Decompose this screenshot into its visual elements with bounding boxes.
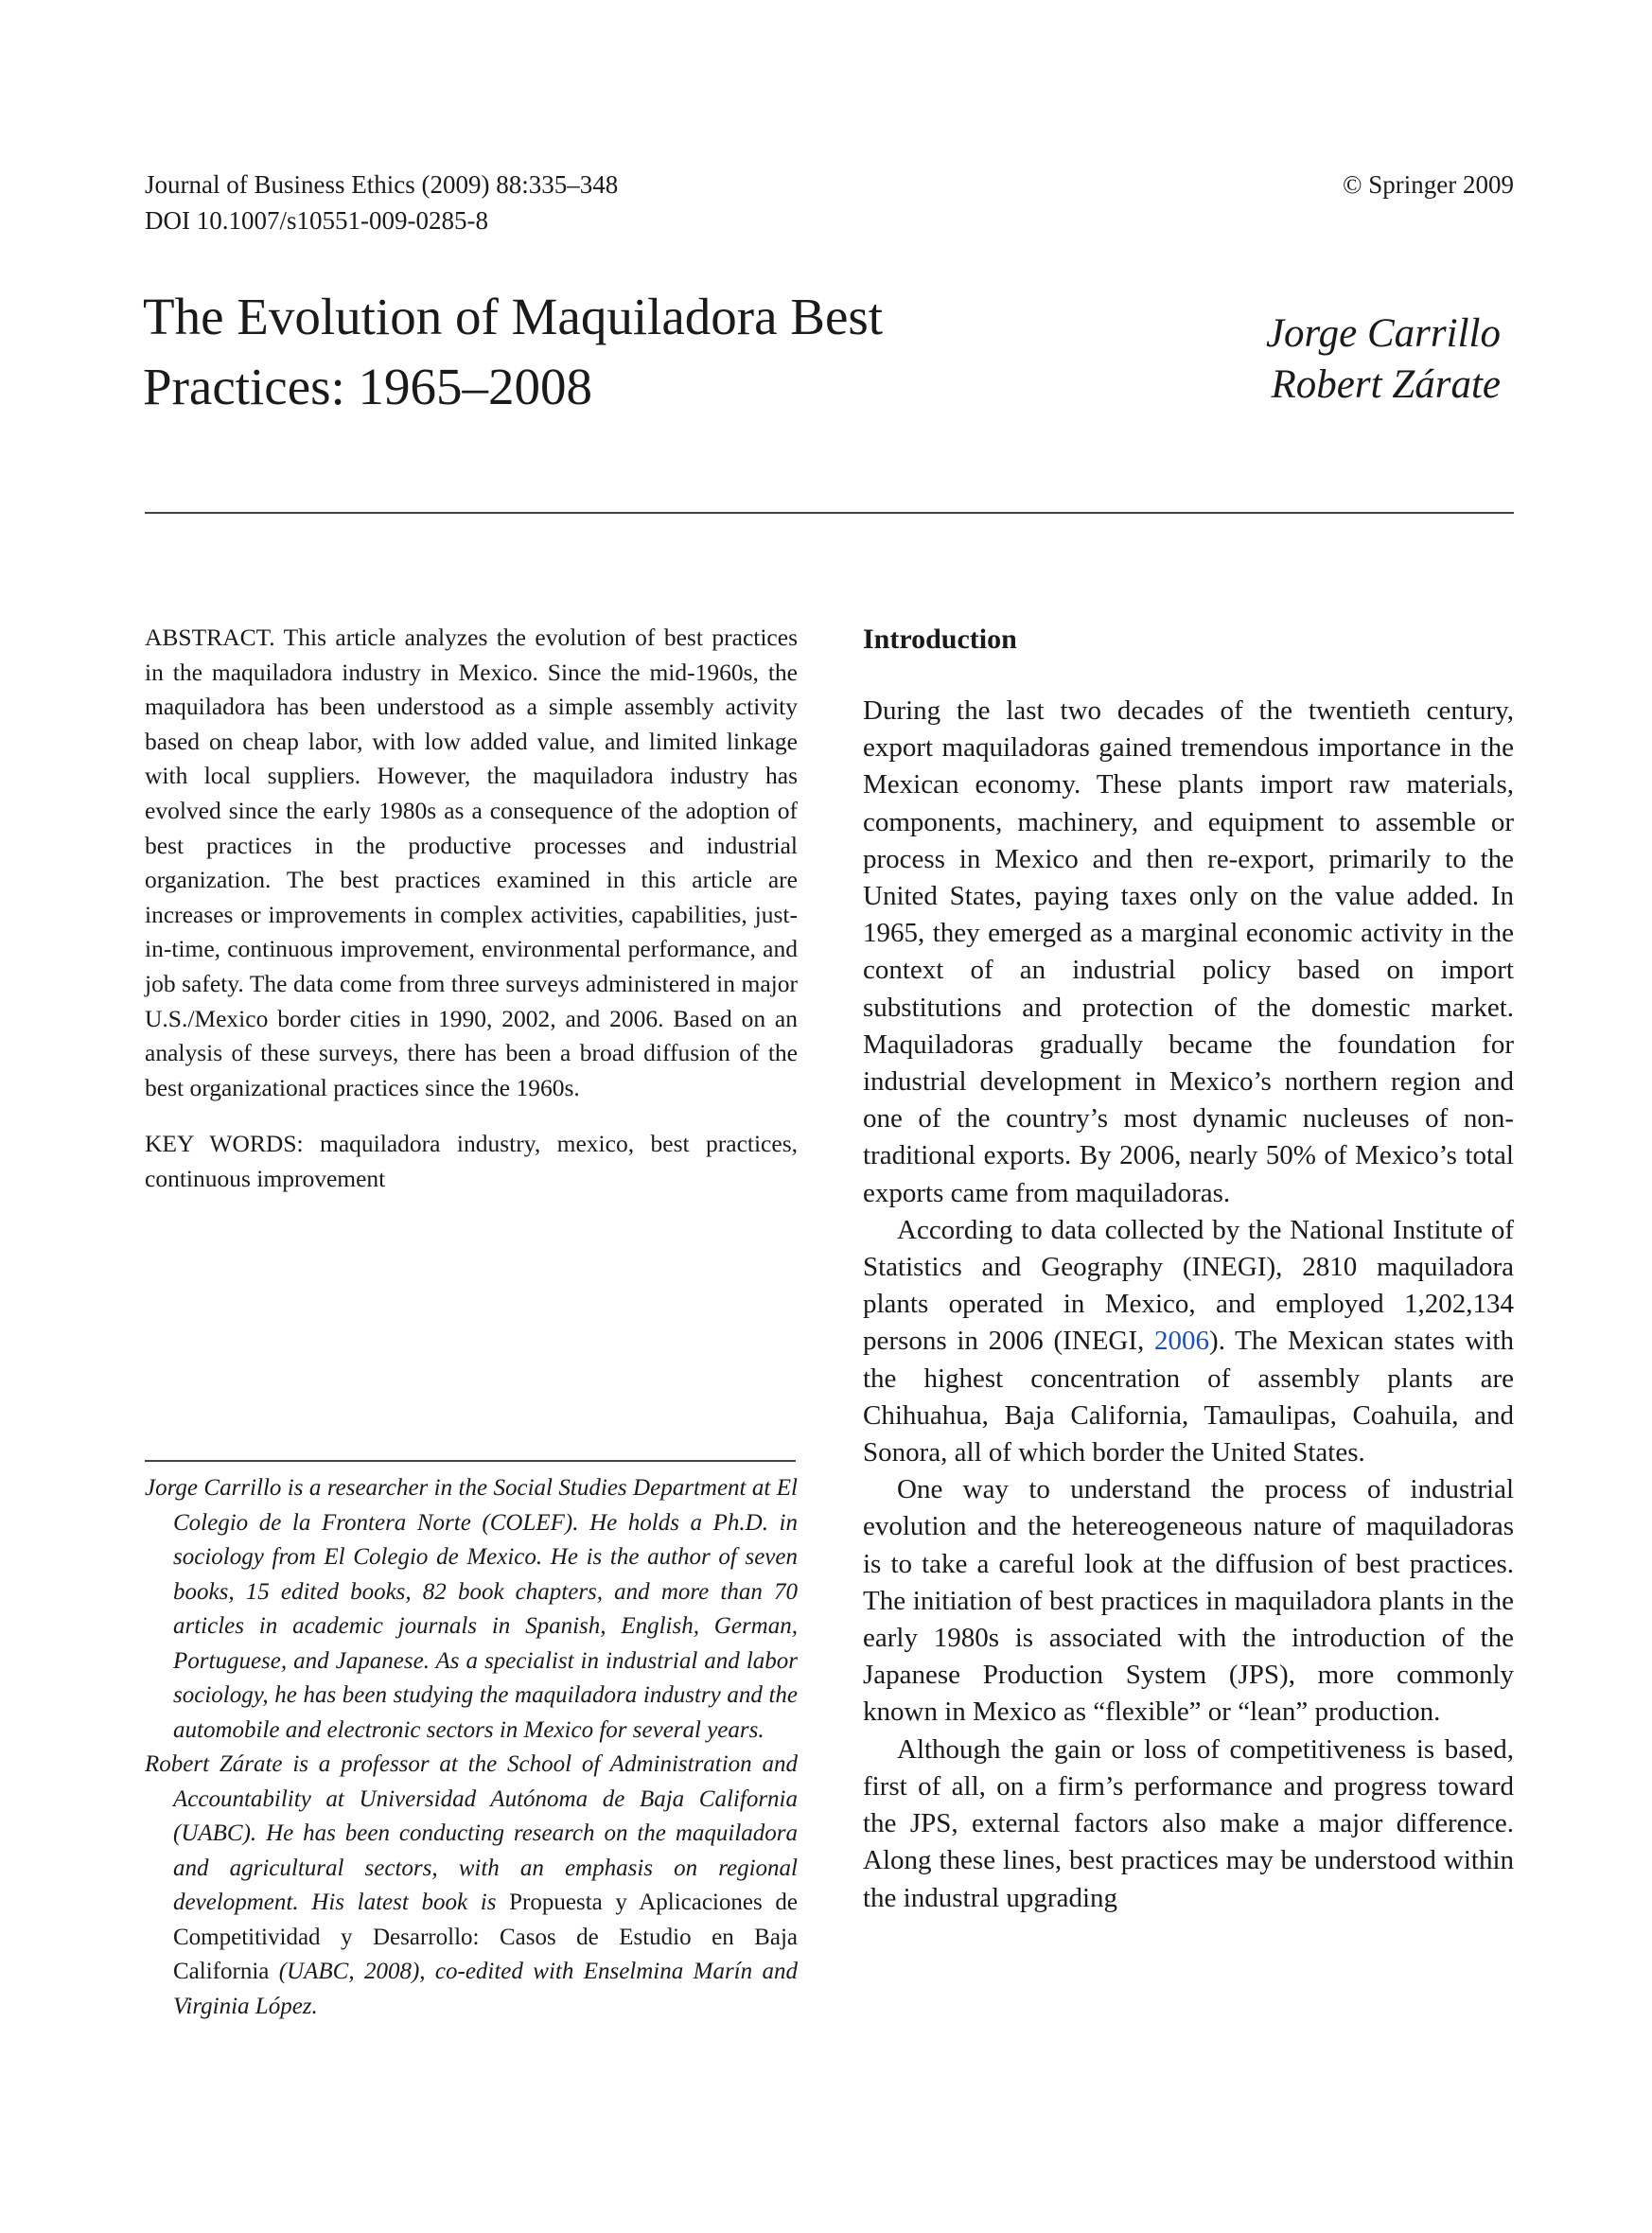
book-title: Propuesta y Aplicaciones de Competitividad y Desarrollo: Casos de Estudio en Baja California [173, 1890, 798, 1984]
citation-link[interactable]: 2006 [1154, 1326, 1210, 1357]
doi: DOI 10.1007/s10551-009-0285-8 [145, 206, 488, 235]
left-column [145, 621, 798, 1197]
section-heading: Introduction [863, 624, 1017, 655]
footnote-zarate [145, 1748, 798, 2024]
footnote-zarate-text-end: (UABC, 2008), co-edited with Enselmina Marín and Virginia López. [173, 1959, 798, 2019]
paragraph: One way to understand the process of industrial evolution and the hetereogeneous nature of maquiladoras is to take a careful look at the diffusion of best practices. The initiation of best practices in maquiladora plants in the early 1980s is associated with the introduction of the Japanese Production System (JPS), more commonly known in Mexico as “flexible” or “lean” production. [863, 1474, 1514, 1728]
journal-header [145, 167, 618, 238]
paragraph: During the last two decades of the twentieth century, export maquiladoras gained tremendous importance in the Mexican economy. These plants import raw materials, components, machinery, and equipment to assemble or process in Mexico and then re-export, primarily to the United States, paying taxes only on the value added. In 1965, they emerged as a marginal economic activity in the context of an industrial policy based on import substitutions and protection of the domestic market. Maquiladoras gradually became the foundation for industrial development in Mexico’s northern region and one of the country’s most dynamic nucleuses of non-traditional exports. By 2006, nearly 50% of Mexico’s total exports came from maquiladoras. [863, 695, 1514, 1208]
copyright-notice: © Springer 2009 [1343, 170, 1514, 199]
journal-citation: Journal of Business Ethics (2009) 88:335–348 [145, 170, 619, 199]
paragraph: Although the gain or loss of competitiveness is based, first of all, on a firm’s performance and progress toward the JPS, external factors also make a major difference. Along these lines, best practices may be understood within the industral upgrading [863, 1733, 1514, 1913]
paragraph-text: ). The Mexican states with the highest concentration of assembly plants are Chihuahua, Baja California, Tamaulipas, Coahuila, and Sonora, all of which border the United States. [863, 1326, 1514, 1468]
author-name: Robert Zárate [1271, 362, 1501, 407]
right-column [863, 621, 1514, 1917]
keywords: KEY WORDS: maquiladora industry, mexico, best practices, continuous improvement [145, 1130, 798, 1192]
author-name: Jorge Carrillo [1265, 311, 1501, 356]
footnote-zarate-text: Robert Zárate is a professor at the School of Administration and Accountability at Universidad Autónoma de Baja California (UABC). He has been conducting research on the maquiladora and agricultural sectors, with an emphasis on regional development. His latest book is [145, 1751, 798, 1915]
article-title [143, 282, 1089, 422]
footnote-carrillo: Jorge Carrillo is a researcher in the Social Studies Department at El Colegio de la Frontera Norte (COLEF). He holds a Ph.D. in sociology from El Colegio de Mexico. He is the author of seven books, 15 edited books, 82 book chapters, and more than 70 articles in academic journals in Spanish, English, German, Portuguese, and Japanese. As a specialist in industrial and labor sociology, he has been studying the maquiladora industry and the automobile and electronic sectors in Mexico for several years. [145, 1475, 798, 1743]
paragraph-text: According to data collected by the National Institute of Statistics and Geography (INEGI), 2810 maquiladora plants operated in Mexico, and employed 1,202,134 persons in 2006 (INEGI, [863, 1214, 1514, 1357]
title-divider [145, 512, 1514, 514]
title-line-1: The Evolution of Maquiladora Best [143, 288, 884, 345]
author-list [1266, 308, 1501, 411]
footnote-divider [145, 1460, 796, 1462]
abstract: ABSTRACT. This article analyzes the evolution of best practices in the maquiladora industry in Mexico. Since the mid-1960s, the maquiladora has been understood as a simple assembly activity based on cheap labor, with low added value, and limited linkage with local suppliers. However, the maquiladora industry has evolved since the early 1980s as a consequence of the adoption of best practices in the productive processes and industrial organization. The best practices examined in this article are increases or improvements in complex activities, capabilities, just-in-time, continuous improvement, environmental performance, and job safety. The data come from three surveys administered in major U.S./Mexico border cities in 1990, 2002, and 2006. Based on an analysis of these surveys, there has been a broad diffusion of the best organizational practices since the 1960s. [145, 624, 798, 1101]
paragraph [863, 1212, 1514, 1471]
author-footnotes [145, 1471, 798, 2024]
title-line-2: Practices: 1965–2008 [143, 358, 593, 415]
